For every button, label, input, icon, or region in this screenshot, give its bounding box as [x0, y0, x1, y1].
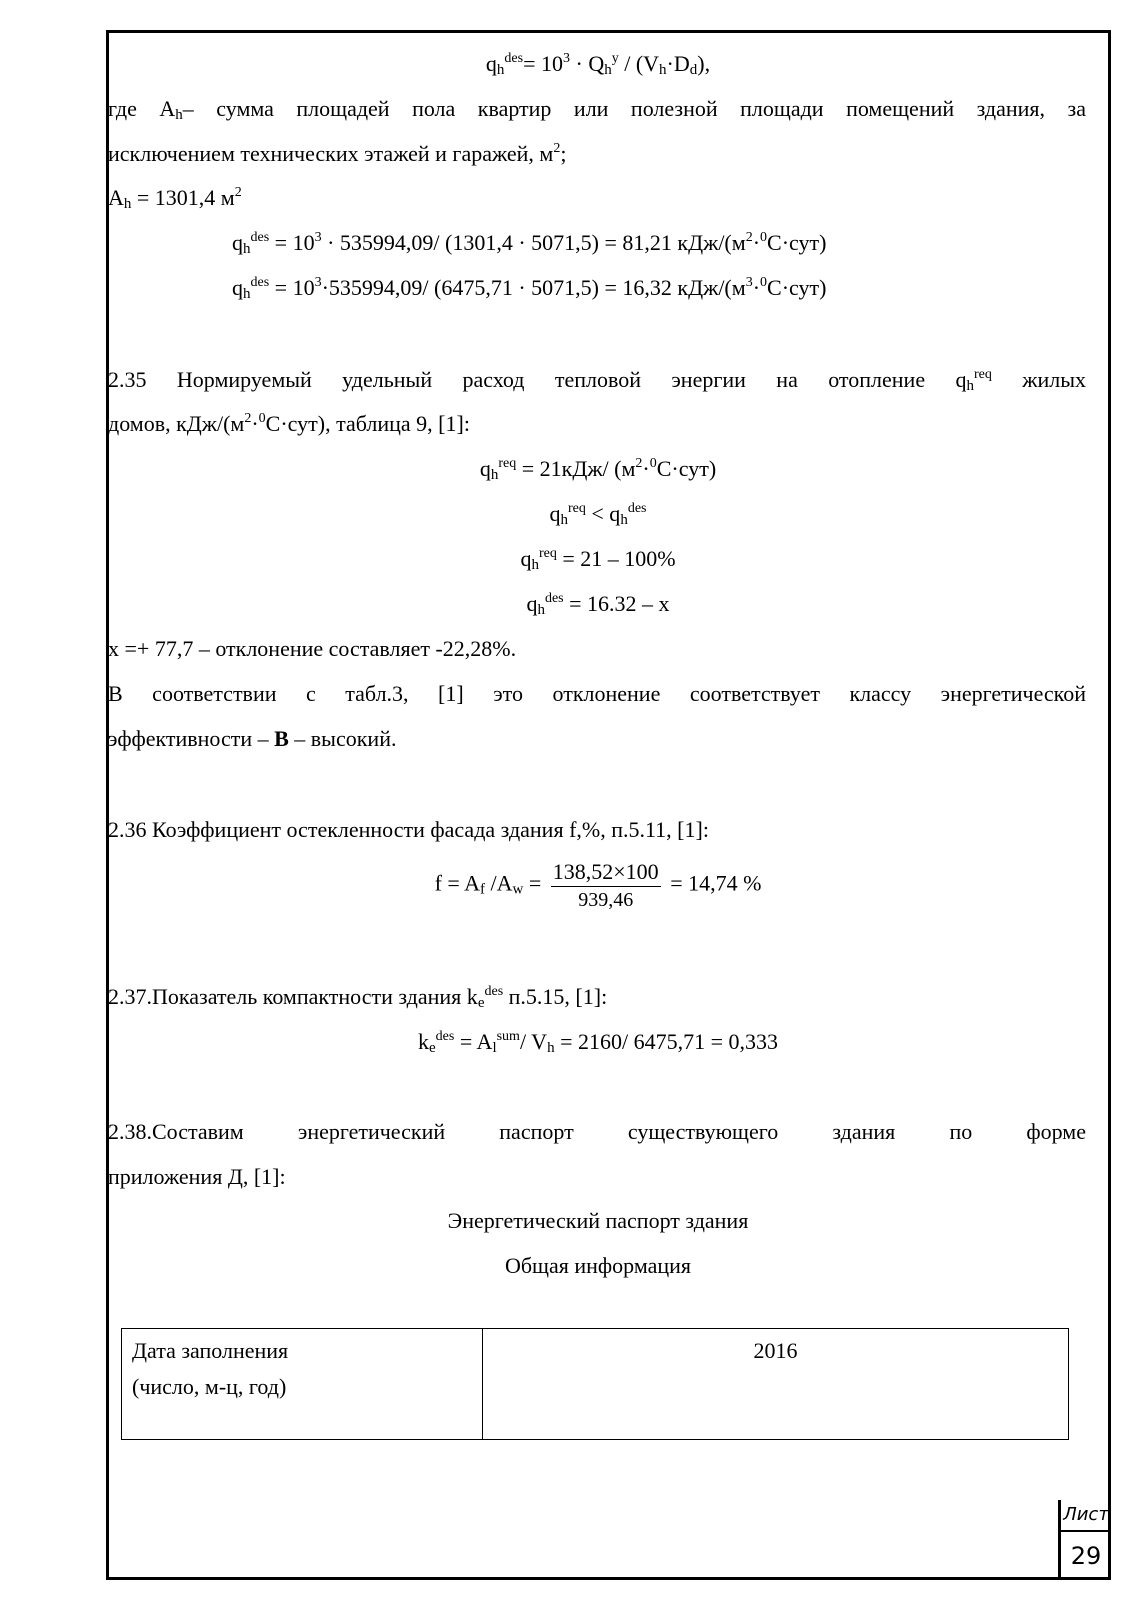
section-2-37-heading: 2.37.Показатель компактности здания $k_e^{des}$ п.5.15, [1]: [108, 984, 608, 1011]
formula-compactness: $k_e^{des} = A_l^{sum}/$ $V_h = 2160/$ 6475,71 = 0,333 [418, 1029, 778, 1056]
formula-qh-req-value: $q_h^{req} = 21кДж/$ $(м^2\cdot^0C\cdot сут)$ [479, 456, 717, 483]
formula-qh-req-percent: $q_h^{req} = 21 - 100\%$ [520, 546, 676, 573]
date-label-cell [122, 1329, 483, 1440]
formula-qh-des-volume: $q_h^{des} = 10^3\cdot 535994,09/$ (6475,71 · 5071,5) = 16,32 кДж/$(м^3\cdot^0C\cdot сут)$ [232, 275, 827, 302]
general-info-title: Общая информация [504, 1253, 692, 1278]
glazing-fraction: $\frac{138,52\times 100}{939,46}$ [552, 859, 659, 911]
formula-qh-des-x: $q_h^{des} = 16.32 - х$ [526, 591, 670, 618]
section-2-36-heading: 2.36 Коэффициент остекленности фасада здания f,%, п.5.11, [1]: [108, 817, 709, 842]
sheet-label: Лист [1061, 1500, 1111, 1532]
deviation-result: х =+ 77,7 – отклонение составляет -22,28%. [108, 636, 517, 661]
section-2-35-heading-cont: домов, кДж/$(м^2\cdot^0C\cdot сут)$, таблица 9, [1]: [108, 411, 470, 436]
general-info-table [121, 1328, 1069, 1440]
table-row [122, 1329, 1069, 1440]
energy-class-text: В соответствии с табл.3, [1] это отклонение соответствует классу энергетической [108, 681, 1086, 706]
ah-value: $A_h = 1301,4$ $м^2$ [108, 185, 242, 212]
date-label: Дата заполнения [132, 1338, 289, 1363]
passport-title: Энергетический паспорт здания [447, 1208, 749, 1233]
sheet-number-box [1058, 1500, 1111, 1580]
date-value-cell [483, 1329, 1069, 1440]
sheet-number: 29 [1070, 1542, 1102, 1570]
section-2-38-heading-cont: приложения Д, [1]: [108, 1164, 286, 1189]
formula-qh-des-area: $q_h^{des} = 10^3 \cdot 535994,09/$ (1301,4 · 5071,5) = 81,21 кДж/$(м^2\cdot^0C\cdot сут)$ [232, 230, 827, 257]
section-2-38-heading: 2.38.Составим энергетический паспорт существующего здания по форме [108, 1119, 1086, 1144]
formula-qh-compare: $q_h^{req} < q_h^{des}$ [549, 501, 647, 528]
section-2-35-heading: 2.35 Нормируемый удельный расход тепловой энергии на отопление $q_h^{req}$ жилых [108, 367, 1086, 394]
formula-qh-des-definition: $q_h^{des}= 10^3 \cdot Q_h^y / (V_h\cdot D_d)$, [485, 51, 711, 78]
formula-glazing: $f = A_f$ $/A_w$ = $\frac{138,52\times 100}{939,46}$ = 14,74 % [434, 859, 762, 911]
date-value: 2016 [753, 1338, 798, 1363]
date-format-label: (число, м-ц, год) [132, 1374, 287, 1399]
paragraph-ah-definition-cont: исключением технических этажей и гаражей, $м^2$; [108, 141, 567, 166]
paragraph-ah-definition: где $A_h-$ сумма площадей пола квартир или полезной площади помещений здания, за [108, 96, 1086, 123]
energy-class-text-cont: эффективности – В – высокий. [108, 726, 397, 751]
